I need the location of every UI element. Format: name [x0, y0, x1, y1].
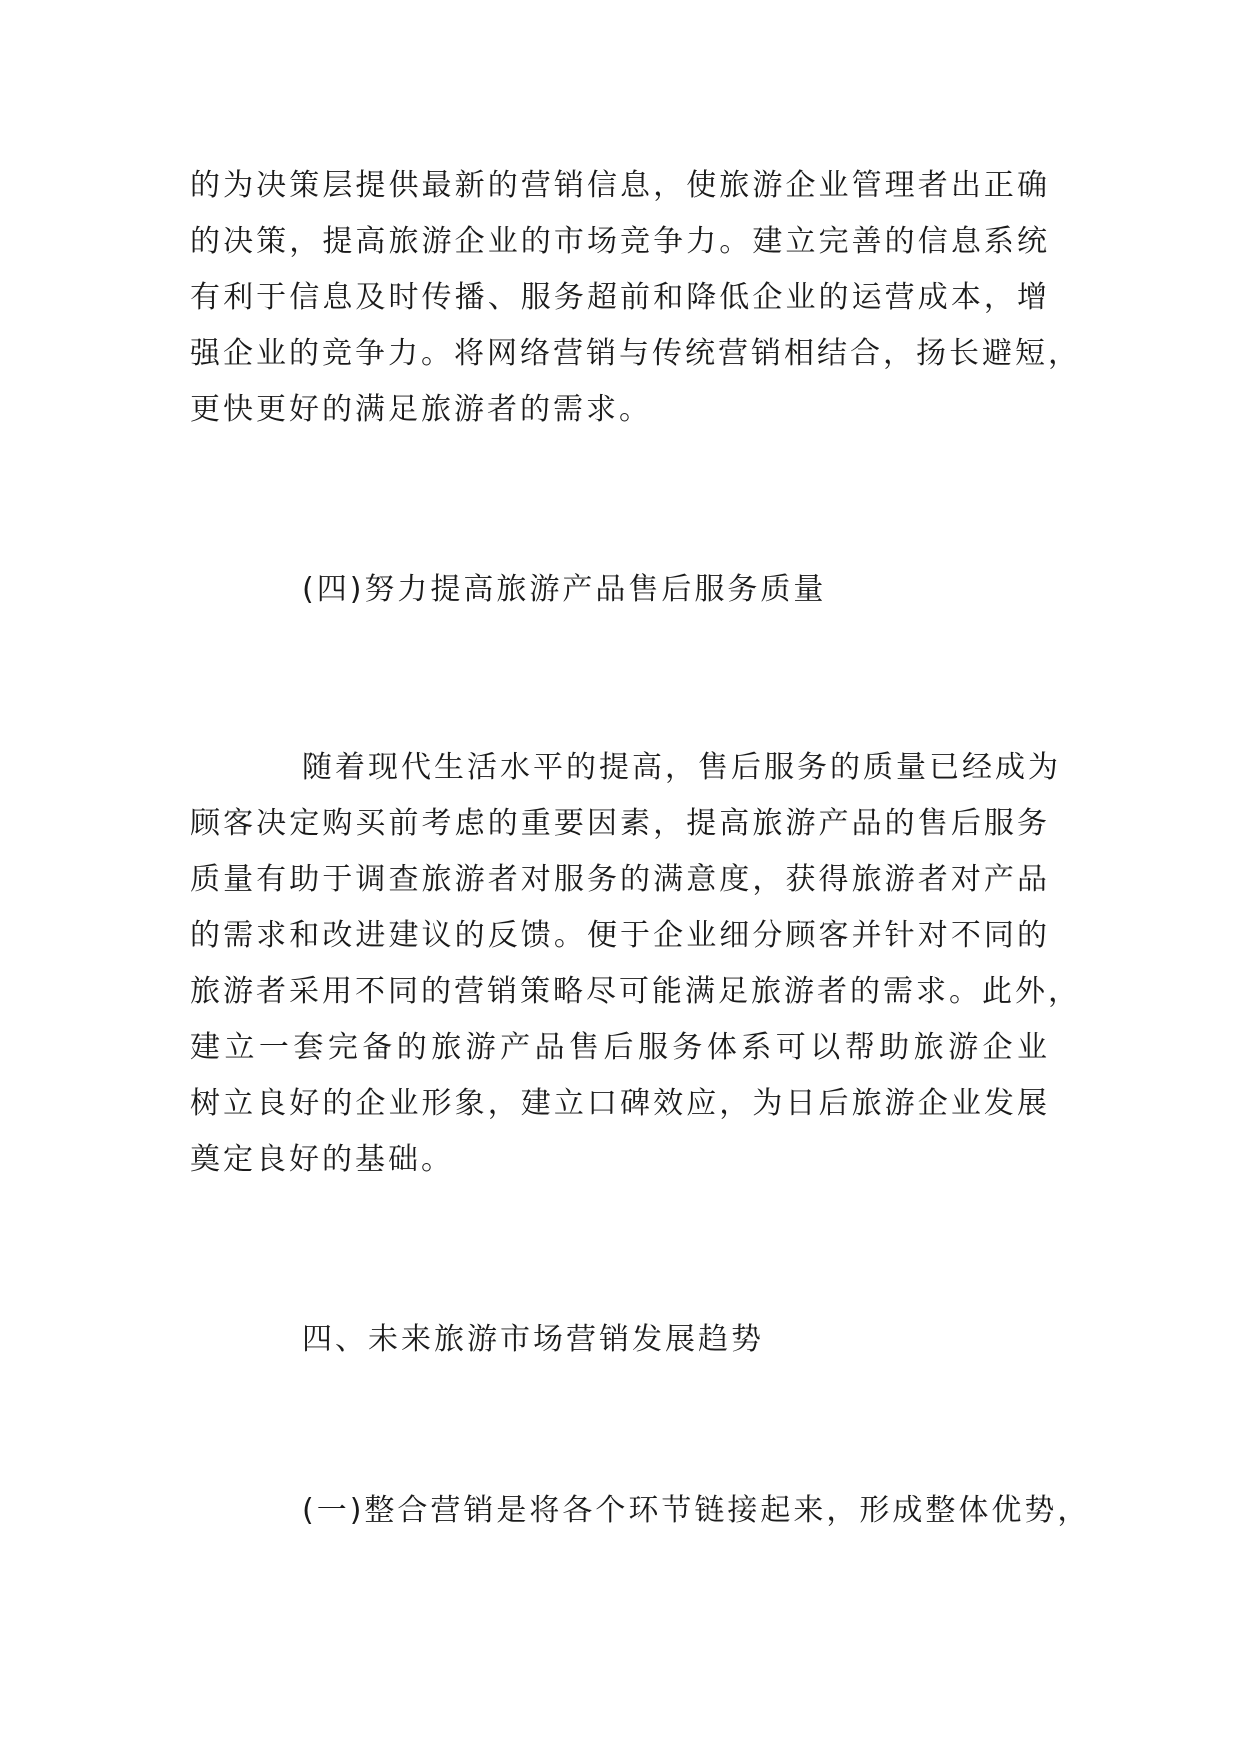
paragraph-line: 顾客决定购买前考虑的重要因素，提高旅游产品的售后服务 — [190, 806, 1050, 841]
section-heading-after-sales: (四)努力提高旅游产品售后服务质量 — [302, 572, 827, 607]
paragraph-line: 建立一套完备的旅游产品售后服务体系可以帮助旅游企业 — [190, 1030, 1050, 1065]
body-paragraph-1 — [190, 158, 1081, 438]
section-heading-future-trends: 四、未来旅游市场营销发展趋势 — [302, 1322, 764, 1357]
paragraph-line: 旅游者采用不同的营销策略尽可能满足旅游者的需求。此外， — [190, 974, 1081, 1009]
body-paragraph-2 — [190, 740, 1081, 1188]
subsection-heading-integrated-marketing: (一)整合营销是将各个环节链接起来，形成整体优势， — [302, 1493, 1091, 1528]
paragraph-line-indented: 随着现代生活水平的提高，售后服务的质量已经成为 — [302, 750, 1061, 785]
paragraph-line: 质量有助于调查旅游者对服务的满意度，获得旅游者对产品 — [190, 862, 1050, 897]
paragraph-line: 的决策，提高旅游企业的市场竞争力。建立完善的信息系统 — [190, 224, 1050, 259]
paragraph-line: 的为决策层提供最新的营销信息，使旅游企业管理者出正确 — [190, 168, 1050, 203]
paragraph-line: 强企业的竞争力。将网络营销与传统营销相结合，扬长避短， — [190, 336, 1081, 371]
paragraph-line: 更快更好的满足旅游者的需求。 — [190, 392, 652, 427]
paragraph-line: 有利于信息及时传播、服务超前和降低企业的运营成本，增 — [190, 280, 1050, 315]
paragraph-line: 的需求和改进建议的反馈。便于企业细分顾客并针对不同的 — [190, 918, 1050, 953]
paragraph-line: 奠定良好的基础。 — [190, 1142, 454, 1177]
paragraph-line: 树立良好的企业形象，建立口碑效应，为日后旅游企业发展 — [190, 1086, 1050, 1121]
